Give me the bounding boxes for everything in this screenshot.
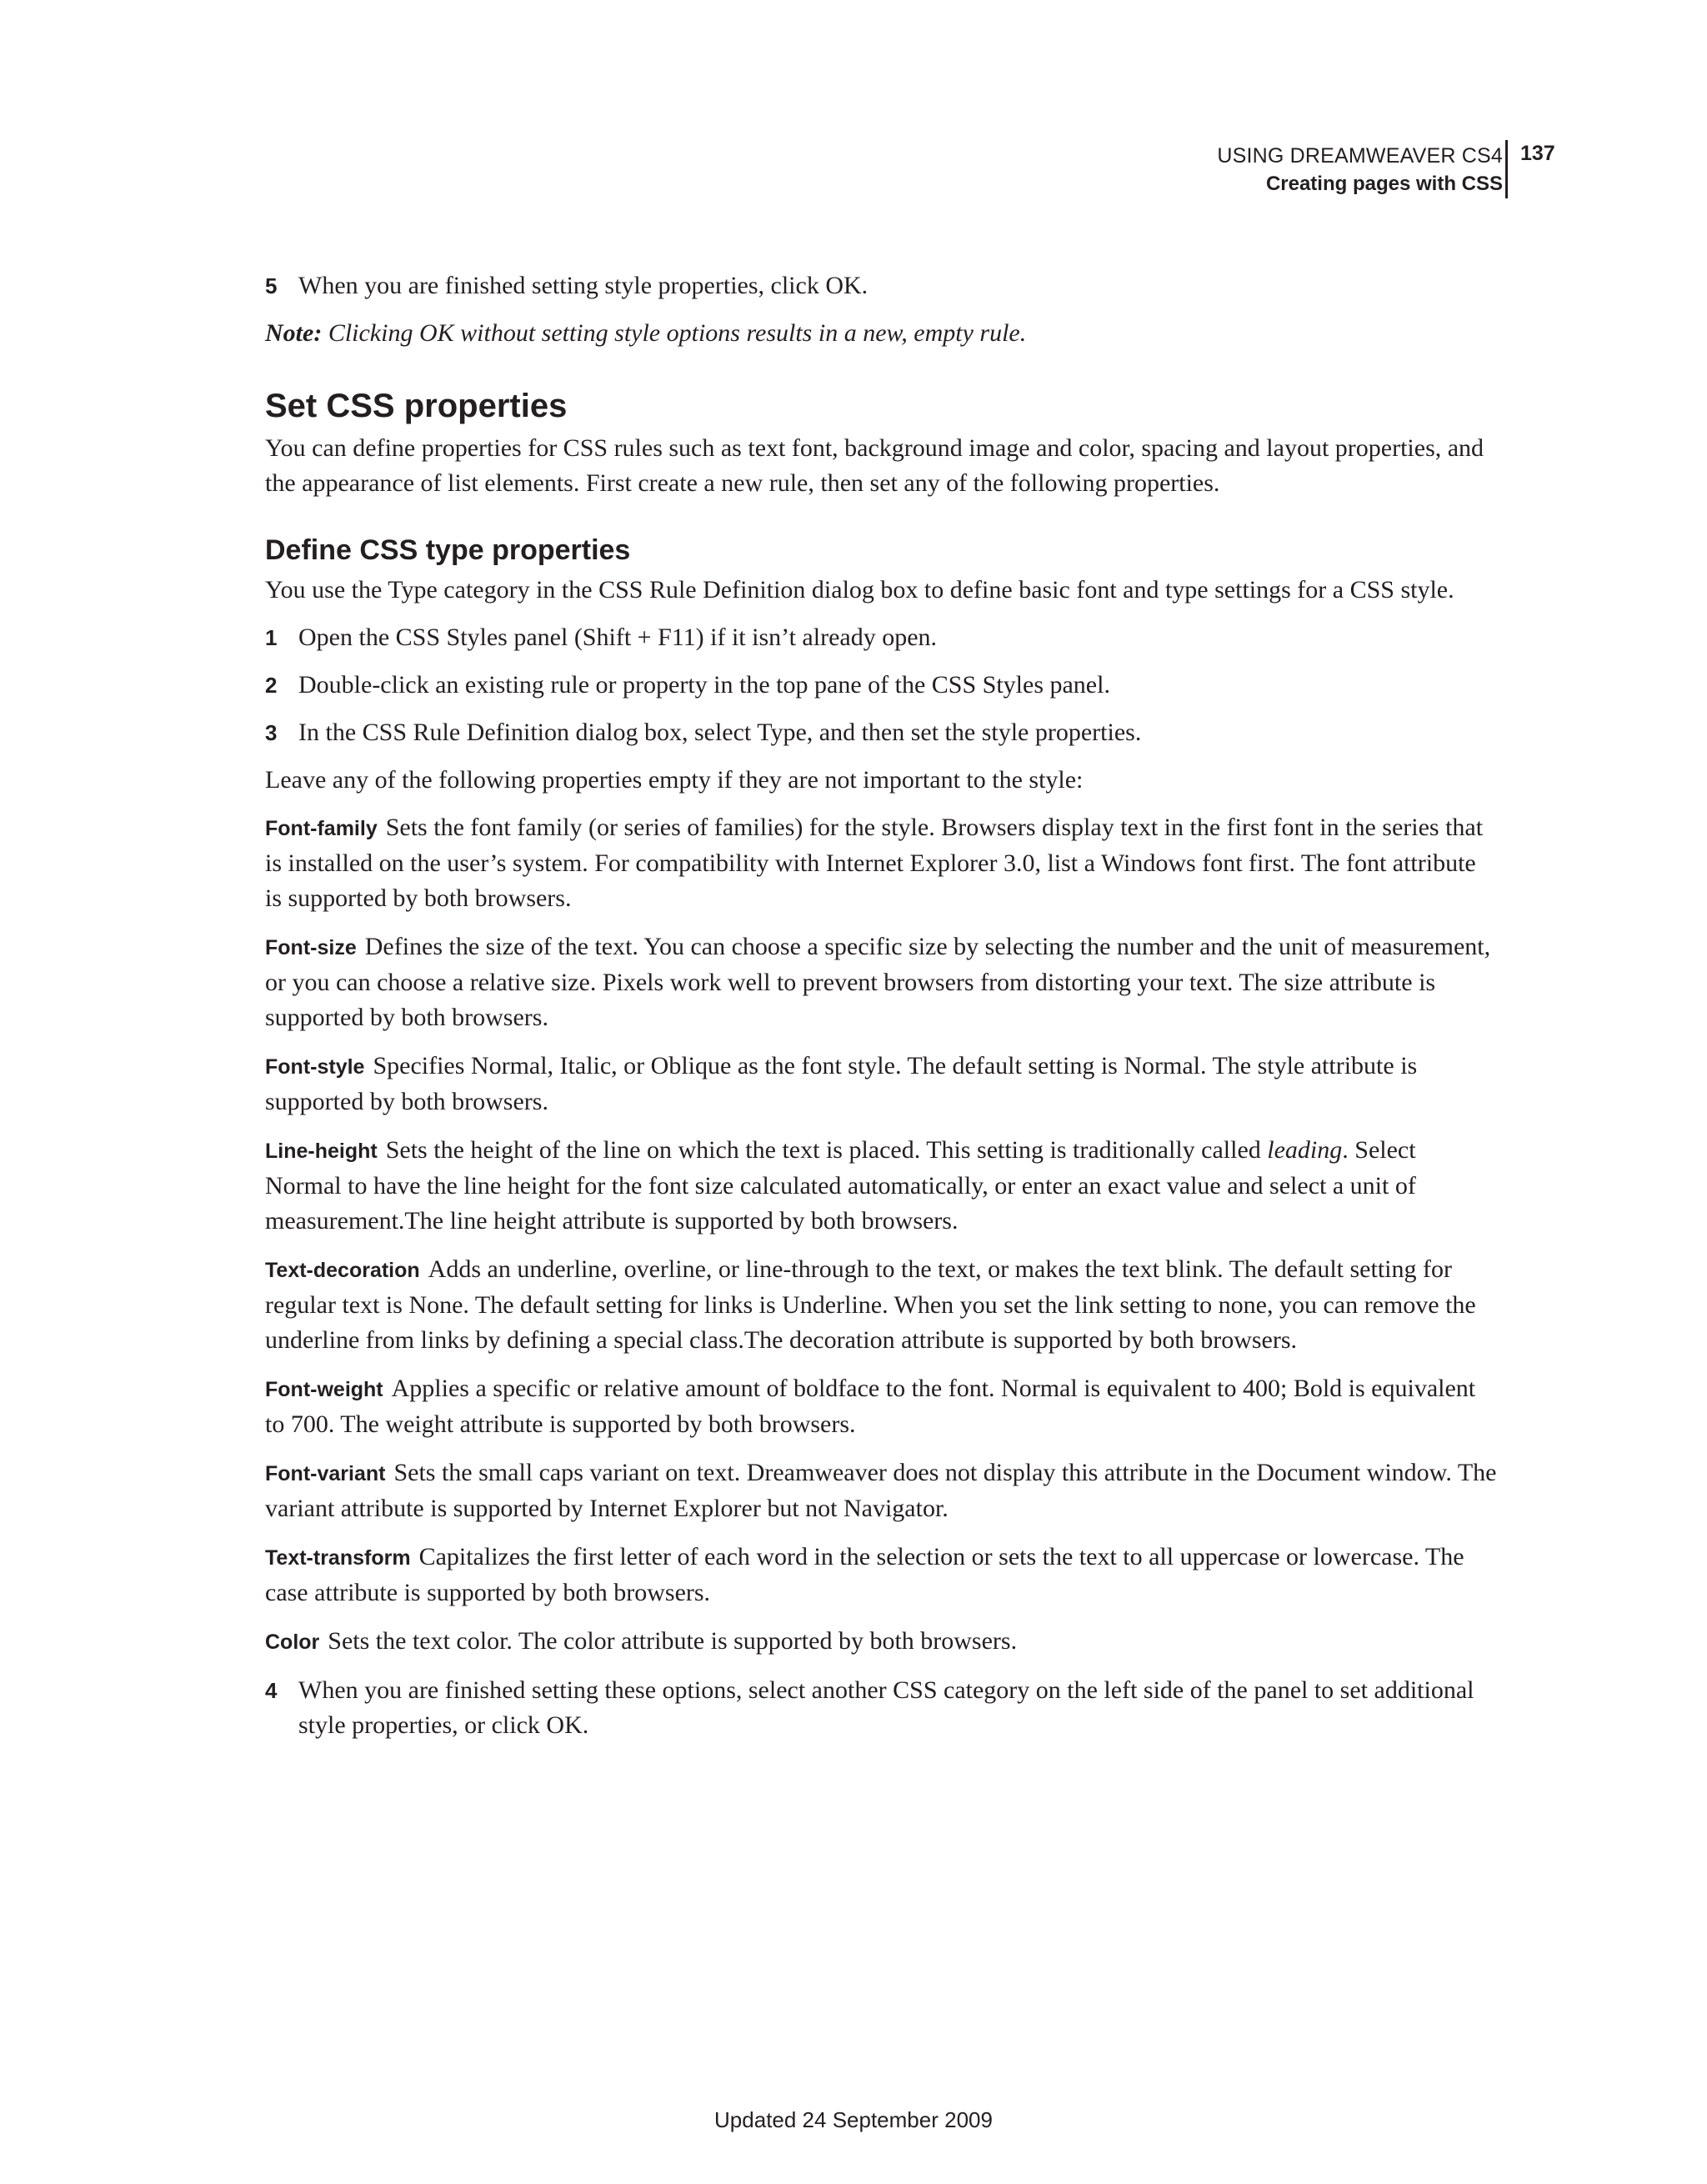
- definition-term: Line-height: [265, 1140, 378, 1163]
- definition-text: Capitalizes the first letter of each word in the selection or sets the text to all uppercase or lowercase. The case attribute is supported by both browsers.: [265, 1543, 1464, 1606]
- step-number: 3: [265, 720, 278, 745]
- note: [265, 316, 1497, 351]
- definition-font-style: [265, 1049, 1497, 1120]
- definition-term: Font-variant: [265, 1462, 386, 1485]
- definition-term: Color: [265, 1630, 320, 1654]
- definition-color: [265, 1624, 1497, 1660]
- step-text: When you are finished setting these options, select another CSS category on the left side of the panel to set additional style properties, or click OK.: [298, 1676, 1474, 1739]
- step-number: 4: [265, 1678, 278, 1703]
- definition-text-continued: . Select Normal to have the line height for the font size calculated automatically, or enter an exact value and select a unit of measurement.The line height attribute is supported by both browsers.: [265, 1136, 1416, 1235]
- step-item: [265, 1673, 1497, 1743]
- definition-text: Defines the size of the text. You can choose a specific size by selecting the number and the unit of measurement, or you can choose a relative size. Pixels work well to prevent browsers from distorting your text. The size attribute is supported by both browsers.: [265, 933, 1491, 1031]
- definition-text: Applies a specific or relative amount of boldface to the font. Normal is equivalent to 400; Bold is equivalent to 700. The weight attribute is supported by both browsers.: [265, 1375, 1476, 1438]
- step-number: 5: [265, 273, 278, 298]
- step-text: In the CSS Rule Definition dialog box, select Type, and then set the style properties.: [298, 719, 1142, 746]
- definition-font-weight: [265, 1371, 1497, 1442]
- page-content: [265, 268, 1497, 1756]
- header-divider: [1505, 140, 1508, 198]
- chapter-title: Creating pages with CSS: [1265, 173, 1503, 195]
- page-footer: Updated 24 September 2009: [714, 2107, 993, 2132]
- book-title: USING DREAMWEAVER CS4: [1217, 144, 1503, 168]
- step-item: [265, 668, 1497, 703]
- step-text: Double-click an existing rule or property in the top pane of the CSS Styles panel.: [298, 671, 1110, 699]
- subsection-heading: Define CSS type properties: [265, 534, 631, 566]
- step-number: 2: [265, 673, 278, 698]
- section-heading: Set CSS properties: [265, 388, 568, 424]
- subsection-intro: You use the Type category in the CSS Rule Definition dialog box to define basic font and type settings for a CSS style.: [265, 576, 1454, 604]
- definition-text: Sets the height of the line on which the text is placed. This setting is traditionally called: [385, 1136, 1268, 1164]
- definition-font-size: [265, 929, 1497, 1035]
- header-text-block: [1217, 142, 1503, 198]
- step-number: 1: [265, 625, 278, 650]
- definition-emphasis: leading: [1267, 1136, 1343, 1164]
- definition-text: Sets the font family (or series of families) for the style. Browsers display text in the first font in the series that is installed on the user’s system. For compatibility with Internet Explorer 3.0, list a Windows font first. The font attribute is supported by both browsers.: [265, 814, 1484, 912]
- definition-text: Sets the small caps variant on text. Dreamweaver does not display this attribute in the Document window. The variant attribute is supported by Internet Explorer but not Navigator.: [265, 1459, 1497, 1522]
- section-intro: You can define properties for CSS rules such as text font, background image and color, spacing and layout properties, and the appearance of list elements. First create a new rule, then set any of the following properties.: [265, 434, 1484, 497]
- running-header: [0, 140, 1707, 207]
- step-text: Open the CSS Styles panel (Shift + F11) if it isn’t already open.: [298, 624, 938, 651]
- note-text: Clicking OK without setting style options results in a new, empty rule.: [322, 319, 1027, 347]
- page-number: 137: [1520, 142, 1555, 165]
- definition-text: Specifies Normal, Italic, or Oblique as the font style. The default setting is Normal. The style attribute is supported by both browsers.: [265, 1052, 1418, 1115]
- definition-text-decoration: [265, 1252, 1497, 1358]
- definition-text: Sets the text color. The color attribute is supported by both browsers.: [328, 1627, 1018, 1655]
- definition-term: Font-style: [265, 1055, 365, 1079]
- definition-line-height: [265, 1133, 1497, 1239]
- definition-term: Text-decoration: [265, 1259, 420, 1282]
- definition-term: Font-size: [265, 936, 357, 959]
- leave-instruction: Leave any of the following properties empty if they are not important to the style:: [265, 766, 1084, 794]
- definition-term: Text-transform: [265, 1546, 411, 1570]
- definition-text-transform: [265, 1540, 1497, 1610]
- definition-font-variant: [265, 1455, 1497, 1526]
- step-item: [265, 715, 1497, 750]
- definition-font-family: [265, 810, 1497, 916]
- step-item: [265, 620, 1497, 655]
- step-item: [265, 268, 1497, 303]
- definition-term: Font-weight: [265, 1378, 383, 1401]
- definition-text: Adds an underline, overline, or line-through to the text, or makes the text blink. The default setting for regular text is None. The default setting for links is Underline. When you set the link setting to none, you can remove the underline from links by defining a special class.The decoration attribute is supported by both browsers.: [265, 1255, 1476, 1354]
- definition-term: Font-family: [265, 817, 378, 840]
- step-text: When you are finished setting style properties, click OK.: [298, 272, 869, 299]
- note-label: Note:: [265, 319, 323, 347]
